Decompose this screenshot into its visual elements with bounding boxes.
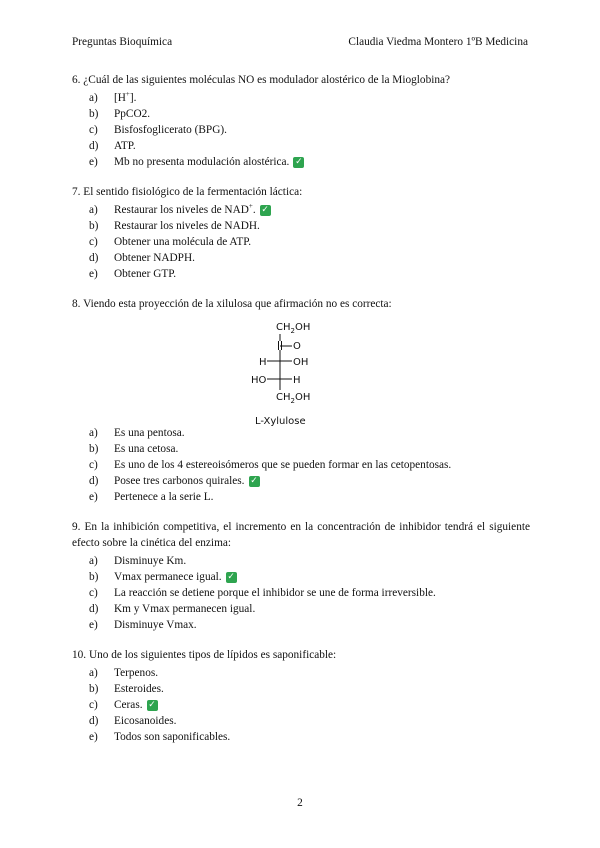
option-text: Obtener GTP.: [114, 268, 177, 280]
option-text: Eicosanoides.: [114, 715, 177, 727]
option-text: Restaurar los niveles de NAD+.: [114, 202, 256, 216]
option-e: e) Todos son saponificables.: [89, 731, 231, 743]
option-text: Esteroides.: [114, 683, 164, 695]
figure-caption: L-Xylulose: [255, 416, 306, 427]
options-list: [72, 202, 530, 282]
question-text: 10. Uno de los siguientes tipos de lípidos es saponificable:: [72, 649, 337, 661]
option-b: b) PpCO2.: [89, 108, 151, 120]
top-group-label: $CH_2OH$: [276, 322, 311, 335]
option-text: Vmax permanece igual.: [114, 571, 222, 583]
option-c: c) Obtener una molécula de ATP.: [89, 236, 252, 248]
question-10: [72, 647, 530, 745]
bottom-group-label: $CH_2OH$: [276, 392, 311, 405]
options-list: [72, 90, 530, 170]
header-author: Claudia Viedma Montero 1ºB Medicina: [348, 36, 528, 48]
option-text: Posee tres carbonos quirales.: [114, 475, 245, 487]
check-icon: ✓: [295, 156, 303, 167]
option-text: Todos son saponificables.: [114, 731, 231, 743]
page-number: 2: [297, 797, 303, 809]
question-8: [72, 296, 530, 312]
option-text: Bisfosfoglicerato (BPG).: [114, 124, 227, 136]
option-text: Disminuye Vmax.: [114, 619, 197, 631]
question-text: 6. ¿Cuál de las siguientes moléculas NO es modulador alostérico de la Mioglobina?: [72, 74, 451, 86]
option-d: d) Posee tres carbonos quirales. ✓: [89, 475, 258, 487]
option-text: Es una cetosa.: [114, 443, 179, 455]
option-text: Obtener una molécula de ATP.: [114, 236, 252, 248]
option-a: a) [H+].: [89, 90, 137, 104]
option-text: Es uno de los 4 estereoisómeros que se pueden formar en las cetopentosas.: [114, 459, 452, 471]
header-title: Preguntas Bioquímica: [72, 36, 173, 48]
option-c: c) Bisfosfoglicerato (BPG).: [89, 124, 227, 136]
check-icon: ✓: [227, 571, 235, 582]
options-list: [72, 553, 530, 633]
question-text: 7. El sentido fisiológico de la fermentación láctica:: [72, 186, 303, 198]
option-b: b) Es una cetosa.: [89, 443, 179, 455]
option-text: Km y Vmax permanecen igual.: [114, 603, 256, 615]
option-e: e) Mb no presenta modulación alostérica. ✓: [89, 156, 303, 168]
ho-label: HO: [251, 375, 267, 386]
option-text: La reacción se detiene porque el inhibidor se une de forma irreversible.: [114, 587, 436, 599]
question-text: 9. En la inhibición competitiva, el incremento en la concentración de inhibidor tendrá el siguiente efecto sobre la cinética del enzima:: [72, 521, 530, 549]
question-6: [72, 72, 530, 170]
oh-label: OH: [293, 357, 309, 368]
question-7: [72, 184, 530, 282]
option-e: e) Pertenece a la serie L.: [89, 491, 214, 503]
option-d: d) ATP.: [89, 140, 136, 152]
option-d: d) Km y Vmax permanecen igual.: [89, 603, 256, 615]
option-text: PpCO2.: [114, 108, 151, 120]
option-c: c) La reacción se detiene porque el inhibidor se une de forma irreversible.: [89, 587, 436, 599]
option-text: Disminuye Km.: [114, 555, 187, 567]
h-label: H: [293, 375, 301, 386]
option-text: Mb no presenta modulación alostérica.: [114, 156, 290, 168]
fischer-diagram: [240, 316, 380, 428]
option-b: b) Esteroides.: [89, 683, 164, 695]
question-text: 8. Viendo esta proyección de la xilulosa que afirmación no es correcta:: [72, 298, 392, 310]
check-icon: ✓: [148, 699, 156, 710]
option-b: b) Vmax permanece igual. ✓: [89, 571, 235, 583]
option-text: Restaurar los niveles de NADH.: [114, 220, 260, 232]
oxygen-label: O: [293, 341, 301, 352]
option-d: d) Eicosanoides.: [89, 715, 177, 727]
options-list: [72, 665, 530, 745]
option-d: d) Obtener NADPH.: [89, 252, 195, 264]
check-icon: ✓: [250, 475, 258, 486]
check-icon: ✓: [261, 204, 269, 215]
option-text: Pertenece a la serie L.: [114, 491, 214, 503]
option-c: c) Ceras. ✓: [89, 699, 156, 711]
option-text: Ceras.: [114, 699, 143, 711]
option-text: [H+].: [114, 90, 137, 104]
options-list: [72, 425, 530, 505]
option-a: a) Restaurar los niveles de NAD+. ✓: [89, 202, 269, 216]
option-b: b) Restaurar los niveles de NADH.: [89, 220, 260, 232]
option-c: c) Es uno de los 4 estereoisómeros que se pueden formar en las cetopentosas.: [89, 459, 452, 471]
question-9: [72, 519, 530, 633]
option-text: ATP.: [114, 140, 136, 152]
option-text: Es una pentosa.: [114, 427, 185, 439]
h-label: H: [259, 357, 267, 368]
option-a: a) Es una pentosa.: [89, 427, 185, 439]
question-8-options: [72, 423, 530, 505]
option-e: e) Disminuye Vmax.: [89, 619, 197, 631]
option-a: a) Disminuye Km.: [89, 555, 187, 567]
option-a: a) Terpenos.: [89, 667, 159, 679]
option-text: Terpenos.: [114, 667, 159, 679]
option-text: Obtener NADPH.: [114, 252, 195, 264]
xylulose-fischer-projection: [240, 316, 380, 428]
option-e: e) Obtener GTP.: [89, 268, 177, 280]
